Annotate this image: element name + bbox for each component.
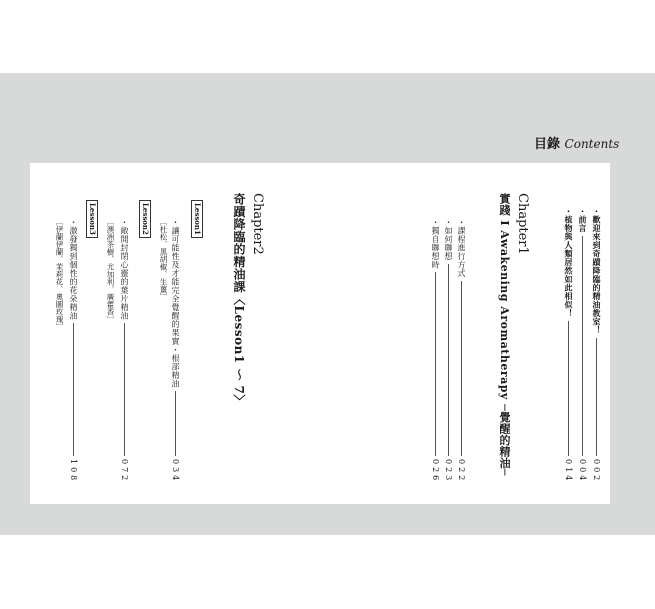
page-number: 026 bbox=[431, 458, 440, 483]
toc-entry-plants-humans[interactable] bbox=[564, 207, 573, 483]
toc-title-zh: 目錄 bbox=[534, 137, 561, 152]
toc-entry-label: ・獨自聯想時 bbox=[431, 218, 440, 269]
toc-entry-lesson2[interactable] bbox=[120, 218, 129, 483]
leader-line bbox=[435, 272, 436, 456]
chapter2-label: Chapter2 bbox=[250, 193, 265, 255]
toc-entry-associate-alone[interactable] bbox=[431, 218, 440, 483]
toc-entry-course-method[interactable] bbox=[457, 218, 466, 483]
chapter1-label: Chapter1 bbox=[515, 193, 530, 255]
toc-title-en: Contents bbox=[564, 137, 620, 151]
leader-line bbox=[568, 321, 569, 456]
toc-entry-label: ・課程進行方式 bbox=[457, 218, 466, 278]
leader-line bbox=[73, 323, 74, 456]
chapter1-title: 實踐 I Awakening Aromatherapy ─覺醒的精油─ bbox=[498, 193, 511, 476]
page-number: 014 bbox=[564, 458, 573, 483]
page-number: 072 bbox=[120, 458, 129, 483]
toc-entry-welcome[interactable] bbox=[592, 207, 601, 483]
toc-entry-label: ・歡迎來到奇蹟降臨的精油教室！ bbox=[592, 207, 602, 335]
leader-line bbox=[175, 391, 176, 456]
page-number: 004 bbox=[578, 458, 587, 483]
page-number: 034 bbox=[171, 458, 180, 483]
toc-entry-label: ・如何聯想 bbox=[444, 218, 453, 261]
leader-line bbox=[461, 281, 462, 456]
page-number: 023 bbox=[444, 458, 453, 483]
toc-entry-label: ・前言 bbox=[578, 207, 588, 233]
lesson3-oils: ［伊蘭伊蘭、茉莉花、奧圖玫瑰］ bbox=[55, 218, 64, 331]
toc-entry-preface[interactable] bbox=[578, 207, 587, 483]
chapter2-title: 奇蹟降臨的精油課〈Lesson1 ～ 7〉 bbox=[232, 193, 246, 407]
toc-entry-label: ・敞開封閉心靈的葉片精油 bbox=[120, 218, 129, 320]
toc-entry-label: ・讓可能性及才能完全覺醒的果實・根部精油 bbox=[171, 218, 180, 388]
lesson2-tag: Lesson2 bbox=[139, 200, 151, 238]
toc-entry-label: ・激發獨到個性的花朵精油 bbox=[69, 218, 78, 320]
leader-line bbox=[448, 264, 449, 456]
toc-title bbox=[534, 133, 619, 152]
page-number: 002 bbox=[592, 458, 601, 483]
lesson1-oils: ［杜松、黑胡椒、生薑］ bbox=[159, 218, 168, 301]
toc-entry-how-to-associate[interactable] bbox=[444, 218, 453, 483]
lesson2-oils: ［澳洲茶樹、尤加利、廣藿香］ bbox=[106, 218, 115, 323]
page-number: 108 bbox=[69, 458, 78, 483]
leader-line bbox=[124, 323, 125, 456]
toc-page bbox=[30, 163, 610, 504]
leader-line bbox=[582, 236, 583, 456]
toc-entry-lesson1[interactable] bbox=[171, 218, 180, 483]
lesson1-tag: Lesson1 bbox=[191, 200, 203, 238]
page-number: 022 bbox=[457, 458, 466, 483]
toc-entry-label: ・植物與人類居然如此相似！ bbox=[564, 207, 574, 318]
toc-entry-lesson3[interactable] bbox=[69, 218, 78, 483]
lesson3-tag: Lesson3 bbox=[86, 200, 98, 238]
leader-line bbox=[596, 338, 597, 456]
